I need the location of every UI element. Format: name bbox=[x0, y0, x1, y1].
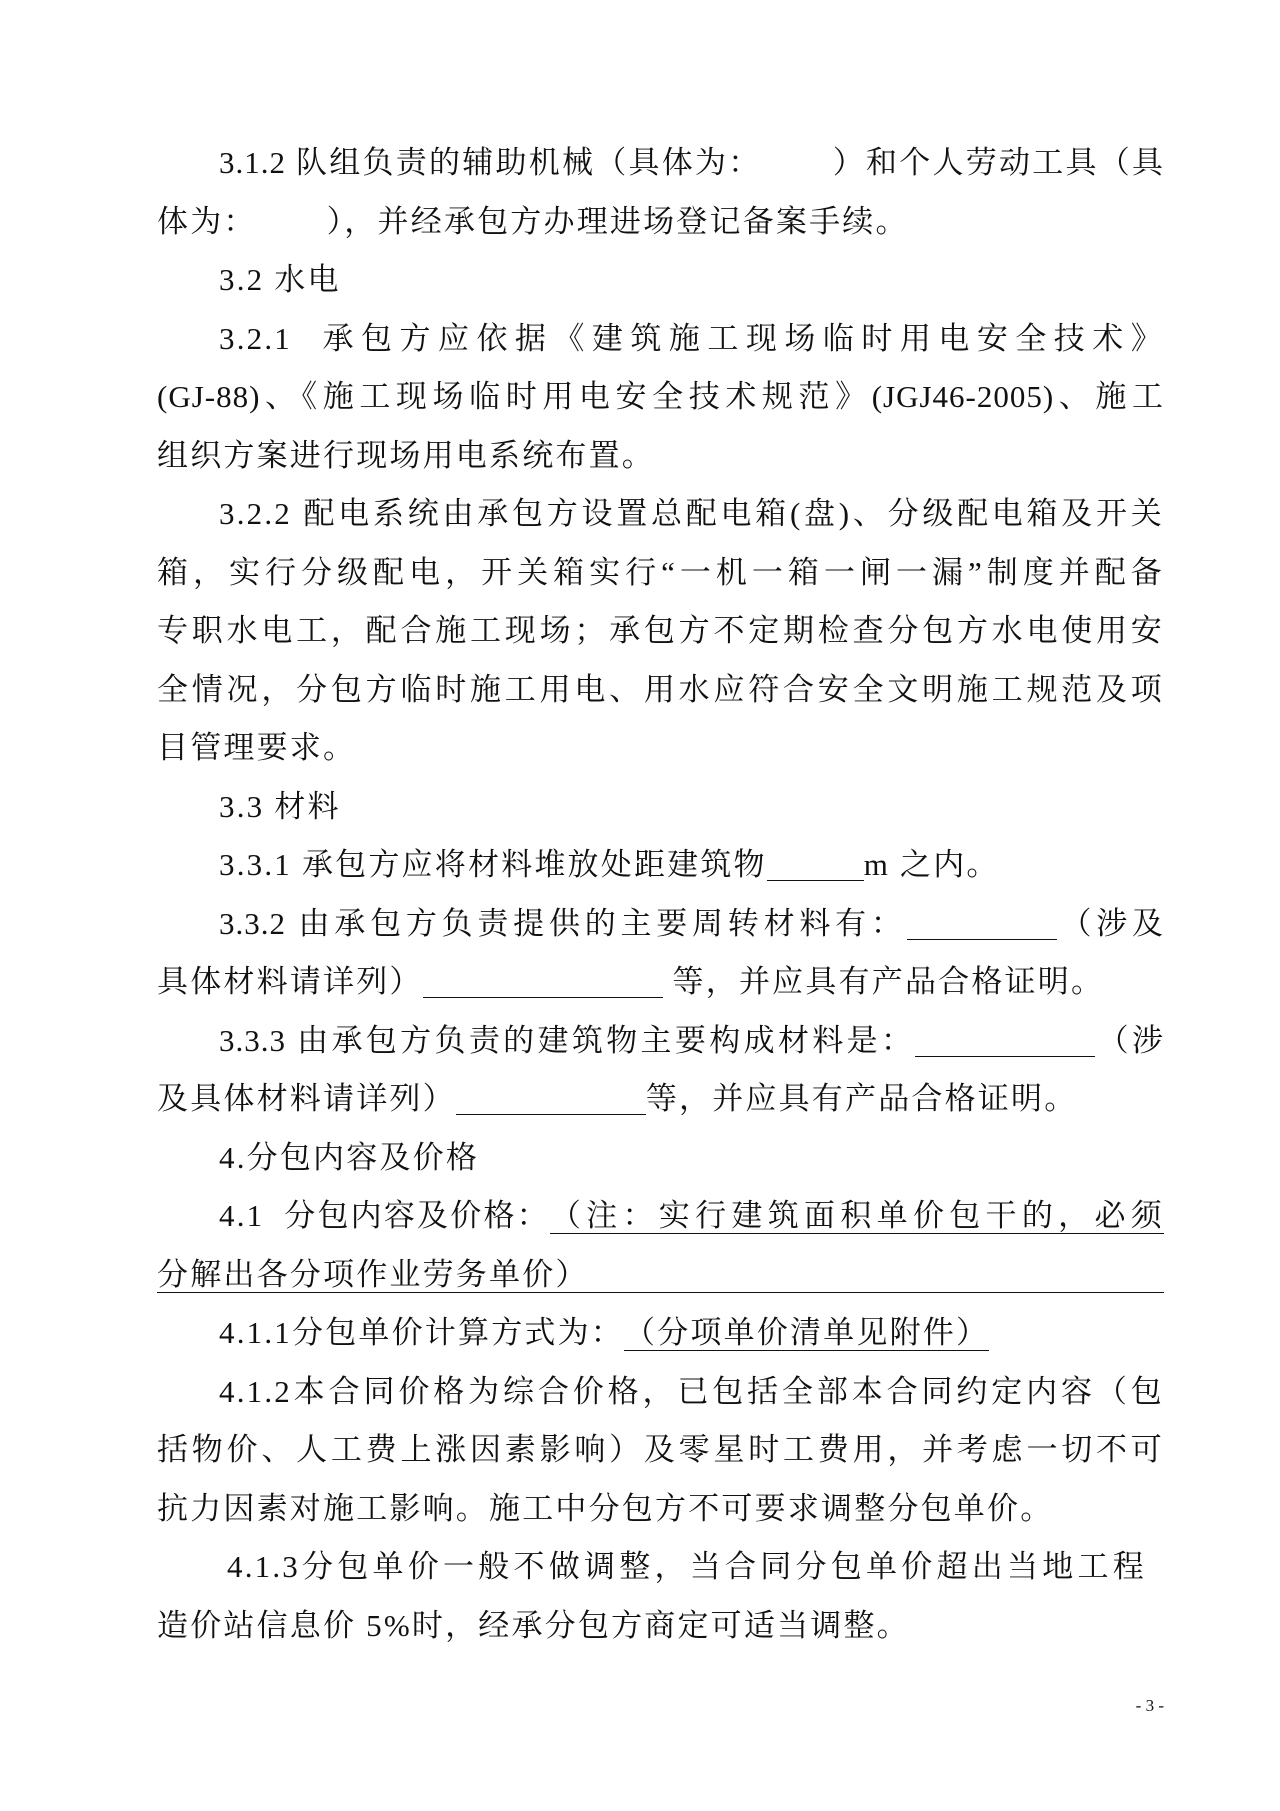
section-heading-text: 3.3 材料 bbox=[219, 788, 341, 824]
clause-4-1-2-text: 抗力因素对施工影响。施工中分包方不可要求调整分包单价。 bbox=[157, 1490, 1054, 1526]
clause-4-1-2-line-3 bbox=[157, 1480, 1164, 1539]
clause-3-2-1-text: (GJ-88)、《施工现场临时用电安全技术规范》(JGJ46-2005)、施工 bbox=[157, 379, 1164, 414]
clause-3-3-3-text: （涉 bbox=[1095, 1022, 1164, 1058]
clause-3-2-2-text: 全情况，分包方临时施工用电、用水应符合安全文明施工规范及项 bbox=[157, 671, 1164, 707]
fill-in-blank bbox=[767, 850, 864, 881]
clause-3-3-2-text: 具体材料请详列） bbox=[157, 964, 423, 999]
fill-in-blank bbox=[456, 1084, 646, 1115]
clause-3-2-2-line-5 bbox=[157, 719, 1164, 778]
clause-4-1-3-text: 造价站信息价 5%时，经承分包方商定可适当调整。 bbox=[157, 1607, 910, 1643]
section-heading-3-2 bbox=[157, 251, 1164, 310]
clause-3-2-2-text: 专职水电工，配合施工现场；承包方不定期检查分包方水电使用安 bbox=[157, 613, 1164, 648]
clause-4-1-line-2 bbox=[157, 1246, 1164, 1305]
clause-3-3-2-line-2 bbox=[157, 953, 1164, 1012]
clause-3-2-2-text: 3.2.2 配电系统由承包方设置总配电箱(盘)、分级配电箱及开关 bbox=[219, 496, 1164, 531]
clause-3-3-2-line-1 bbox=[157, 895, 1164, 954]
clause-3-2-2-line-4 bbox=[157, 661, 1164, 720]
clause-3-3-3-line-2 bbox=[157, 1070, 1164, 1129]
clause-3-2-2-text: 目管理要求。 bbox=[157, 730, 357, 765]
clause-3-3-2-text: 3.3.2 由承包方负责提供的主要周转材料有： bbox=[219, 905, 907, 941]
clause-4-1-2-text: 括物价、人工费上涨因素影响）及零星时工费用，并考虑一切不可 bbox=[157, 1432, 1164, 1467]
section-heading-3-3 bbox=[157, 778, 1164, 837]
clause-3-1-2-text: 3.1.2 队组负责的辅助机械（具体为： bbox=[219, 145, 762, 180]
clause-3-3-3-text: 及具体材料请详列） bbox=[157, 1081, 456, 1116]
clause-3-2-2-line-1 bbox=[157, 485, 1164, 544]
clause-3-2-1-line-2 bbox=[157, 368, 1164, 427]
clause-3-3-1-line-1 bbox=[157, 836, 1164, 895]
clause-3-2-1-text: 3.2.1 承包方应依据《建筑施工现场临时用电安全技术》 bbox=[219, 320, 1164, 356]
clause-3-2-2-line-2 bbox=[157, 544, 1164, 603]
clause-3-1-2-line-2 bbox=[157, 193, 1164, 252]
empty-space bbox=[762, 143, 832, 173]
clause-4-1-underlined-note: 分解出各分项作业劳务单价） bbox=[157, 1258, 1164, 1293]
clause-3-2-1-text: 组织方案进行现场用电系统布置。 bbox=[157, 437, 655, 473]
clause-3-3-3-line-1 bbox=[157, 1012, 1164, 1071]
clause-3-2-1-line-3 bbox=[157, 427, 1164, 486]
clause-3-2-2-text: 箱，实行分级配电，开关箱实行“一机一箱一闸一漏”制度并配备 bbox=[157, 554, 1164, 590]
clause-3-3-3-text: 等，并应具有产品合格证明。 bbox=[645, 1081, 1078, 1116]
page-number: - 3 - bbox=[1135, 1696, 1164, 1715]
empty-space bbox=[257, 202, 327, 232]
fill-in-blank bbox=[915, 1026, 1095, 1057]
clause-4-1-3-line-1 bbox=[157, 1538, 1164, 1597]
clause-3-2-1-line-1 bbox=[157, 310, 1164, 369]
clause-4-1-text: 4.1 分包内容及价格： bbox=[219, 1198, 550, 1233]
fill-in-blank bbox=[907, 909, 1057, 940]
section-heading-text: 4.分包内容及价格 bbox=[219, 1139, 480, 1175]
clause-3-1-2-line-1 bbox=[157, 134, 1164, 193]
clause-4-1-1-text: 4.1.1分包单价计算方式为： bbox=[219, 1315, 624, 1350]
clause-4-1-3-line-2 bbox=[157, 1597, 1164, 1656]
clause-4-1-3-text: 4.1.3分包单价一般不做调整，当合同分包单价超出当地工程 bbox=[227, 1549, 1146, 1584]
clause-3-3-2-text: 等，并应具有产品合格证明。 bbox=[662, 964, 1105, 999]
clause-3-1-2-text: 体为： bbox=[157, 203, 257, 239]
clause-4-1-2-text: 4.1.2本合同价格为综合价格，已包括全部本合同约定内容（包 bbox=[219, 1373, 1164, 1409]
clause-4-1-underlined-note: （注：实行建筑面积单价包干的，必须 bbox=[549, 1198, 1164, 1233]
clause-3-3-1-text: m 之内。 bbox=[863, 847, 1000, 882]
clause-4-1-2-line-2 bbox=[157, 1421, 1164, 1480]
clause-4-1-1-line-1 bbox=[157, 1304, 1164, 1363]
clause-3-3-2-text: （涉及 bbox=[1056, 905, 1164, 941]
fill-in-blank bbox=[423, 967, 663, 998]
document-body bbox=[157, 134, 1164, 1655]
section-heading-text: 3.2 水电 bbox=[219, 262, 341, 297]
clause-3-1-2-text: ），并经承包方办理进场登记备案手续。 bbox=[326, 203, 909, 239]
clause-3-1-2-text: ）和个人劳动工具（具 bbox=[831, 145, 1164, 180]
clause-4-1-line-1 bbox=[157, 1187, 1164, 1246]
clause-3-2-2-line-3 bbox=[157, 602, 1164, 661]
clause-3-3-3-text: 3.3.3 由承包方负责的建筑物主要构成材料是： bbox=[219, 1022, 916, 1058]
section-heading-4 bbox=[157, 1129, 1164, 1188]
clause-4-1-2-line-1 bbox=[157, 1363, 1164, 1422]
clause-3-3-1-text: 3.3.1 承包方应将材料堆放处距建筑物 bbox=[219, 847, 767, 882]
clause-4-1-1-underlined-text: （分项单价清单见附件） bbox=[624, 1315, 990, 1350]
